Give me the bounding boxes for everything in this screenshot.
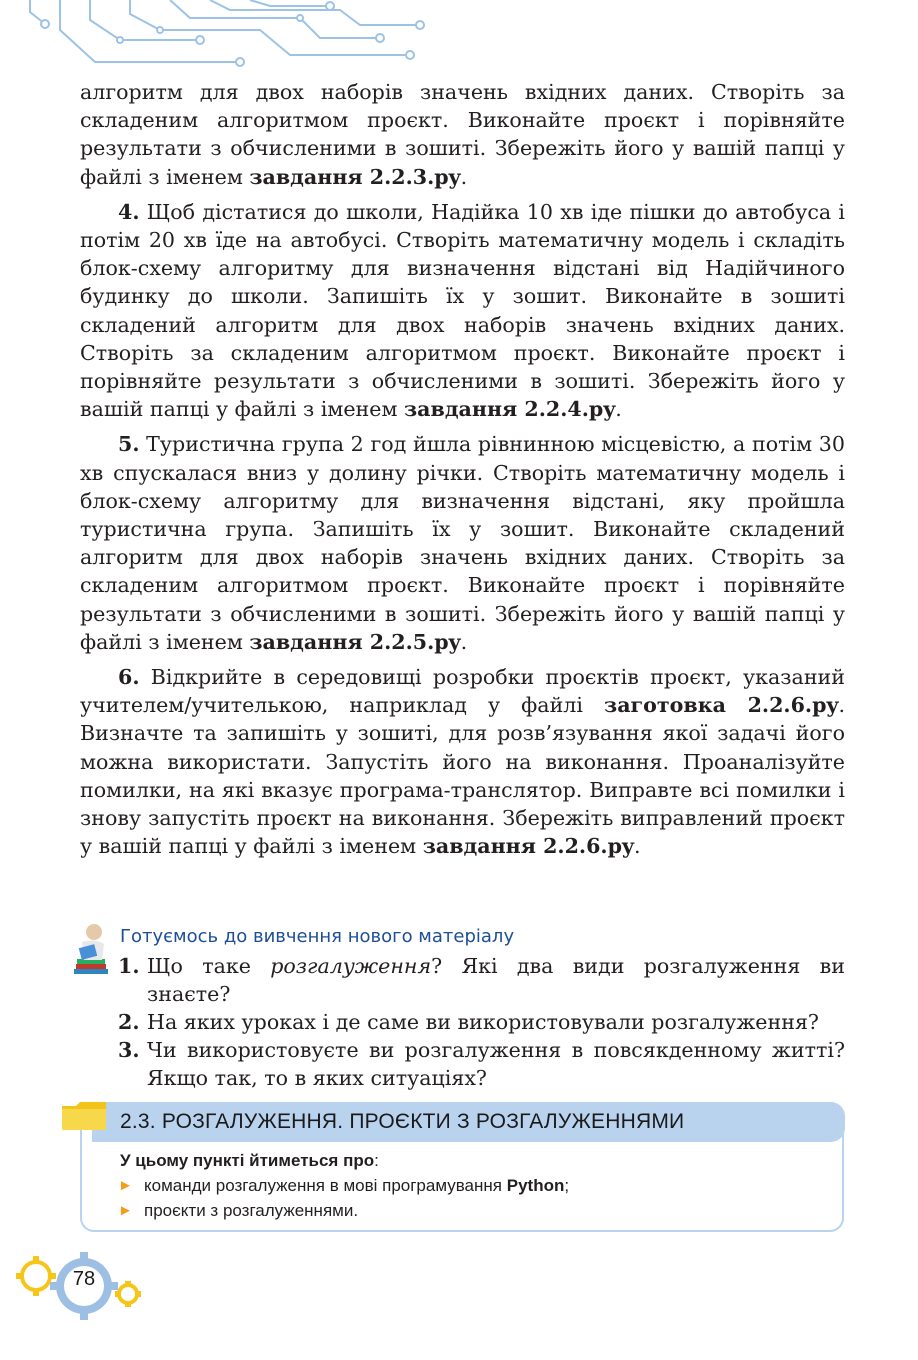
filename: завдання 2.2.5.py <box>249 629 461 654</box>
task-5: 5. Туристична група 2 год йшла рівнинною місцевістю, а потім 30 хв спускалася вниз у долину річки. Створіть математичну модель і блок-схему алгоритму для визначення відстані, яку пройшла туристична група. Запишіть їх у зошит. Виконайте складений алгоритм для двох наборів значень вхідних даних. Створіть за складеним алгоритмом проєкт. Виконайте проєкт і порівняйте результати з обчисленими в зошиті. Збережіть його у вашій папці у файлі з іменем завдання 2.2.5.py. <box>80 432 845 654</box>
reading-student-icon <box>68 920 114 978</box>
filename: завдання 2.2.6.py <box>422 834 634 859</box>
page-number: 78 <box>72 1268 96 1290</box>
task-number: 5. <box>118 432 140 457</box>
task-number: 4. <box>118 199 140 224</box>
filename: завдання 2.2.3.py <box>249 164 461 189</box>
arrow-bullet-icon: ► <box>118 1202 133 1219</box>
page-body <box>80 78 845 867</box>
filename: заготовка 2.2.6.py <box>604 693 839 718</box>
prep-heading: Готуємось до вивчення нового матеріалу <box>120 926 515 947</box>
circuit-decoration <box>0 0 440 72</box>
task-number: 6. <box>118 665 140 690</box>
prep-questions <box>118 952 845 1092</box>
filename: завдання 2.2.4.py <box>404 397 616 422</box>
question-item: 2. На яких уроках і де саме ви використовували розгалуження? <box>118 1010 819 1034</box>
folder-icon <box>60 1100 108 1132</box>
question-item: 1. Що таке розгалуження? Які два види розгалуження ви знаєте? <box>118 954 845 1006</box>
section-overview: У цьому пункті йтиметься про: ► команди розгалуження в мові програмування Python; ► проєкти з розгалуженнями. <box>120 1148 569 1223</box>
task-4: 4. Щоб дістатися до школи, Надійка 10 хв іде пішки до автобуса і потім 20 хв їде на автобусі. Створіть математичну модель і складіть блок-схему алгоритму для визначення відстані від Надійчиного будинку до школи. Запишіть їх у зошит. Виконайте в зошиті складений алгоритм для двох наборів значень вхідних даних. Створіть за складеним алгоритмом проєкт. Виконайте проєкт і порівняйте результати з обчисленими в зошиті. Збережіть його у вашій папці у файлі з іменем завдання 2.2.4.py. <box>80 199 845 422</box>
bullet-item: ► команди розгалуження в мові програмування Python; <box>118 1173 569 1198</box>
section-title: 2.3. РОЗГАЛУЖЕННЯ. ПРОЄКТИ З РОЗГАЛУЖЕННЯМИ <box>120 1110 685 1133</box>
task-6: 6. Відкрийте в середовищі розробки проєктів проєкт, указаний учителем/учителькою, наприклад у файлі заготовка 2.2.6.py. Визначте та запишіть у зошиті, для розв’язування якої задачі його можна використати. Запустіть його на виконання. Проаналізуйте помилки, на які вказує програма-транслятор. Виправте всі помилки і знову запустіть проєкт на виконання. Збережіть виправлений проєкт у вашій папці у файлі з іменем завдання 2.2.6.py. <box>80 665 846 859</box>
question-item: 3. Чи використовуєте ви розгалуження в повсякденному житті? Якщо так, то в яких ситуаціях? <box>118 1038 845 1090</box>
bullet-item: ► проєкти з розгалуженнями. <box>118 1198 569 1223</box>
paragraph-intro: алгоритм для двох наборів значень вхідних даних. Створіть за складеним алгоритмом проєкт. Виконайте проєкт і порівняйте результати з обчисленими в зошиті. Збережіть його у вашій папці у файлі з іменем завдання 2.2.3.py. <box>80 80 845 189</box>
arrow-bullet-icon: ► <box>118 1177 133 1194</box>
